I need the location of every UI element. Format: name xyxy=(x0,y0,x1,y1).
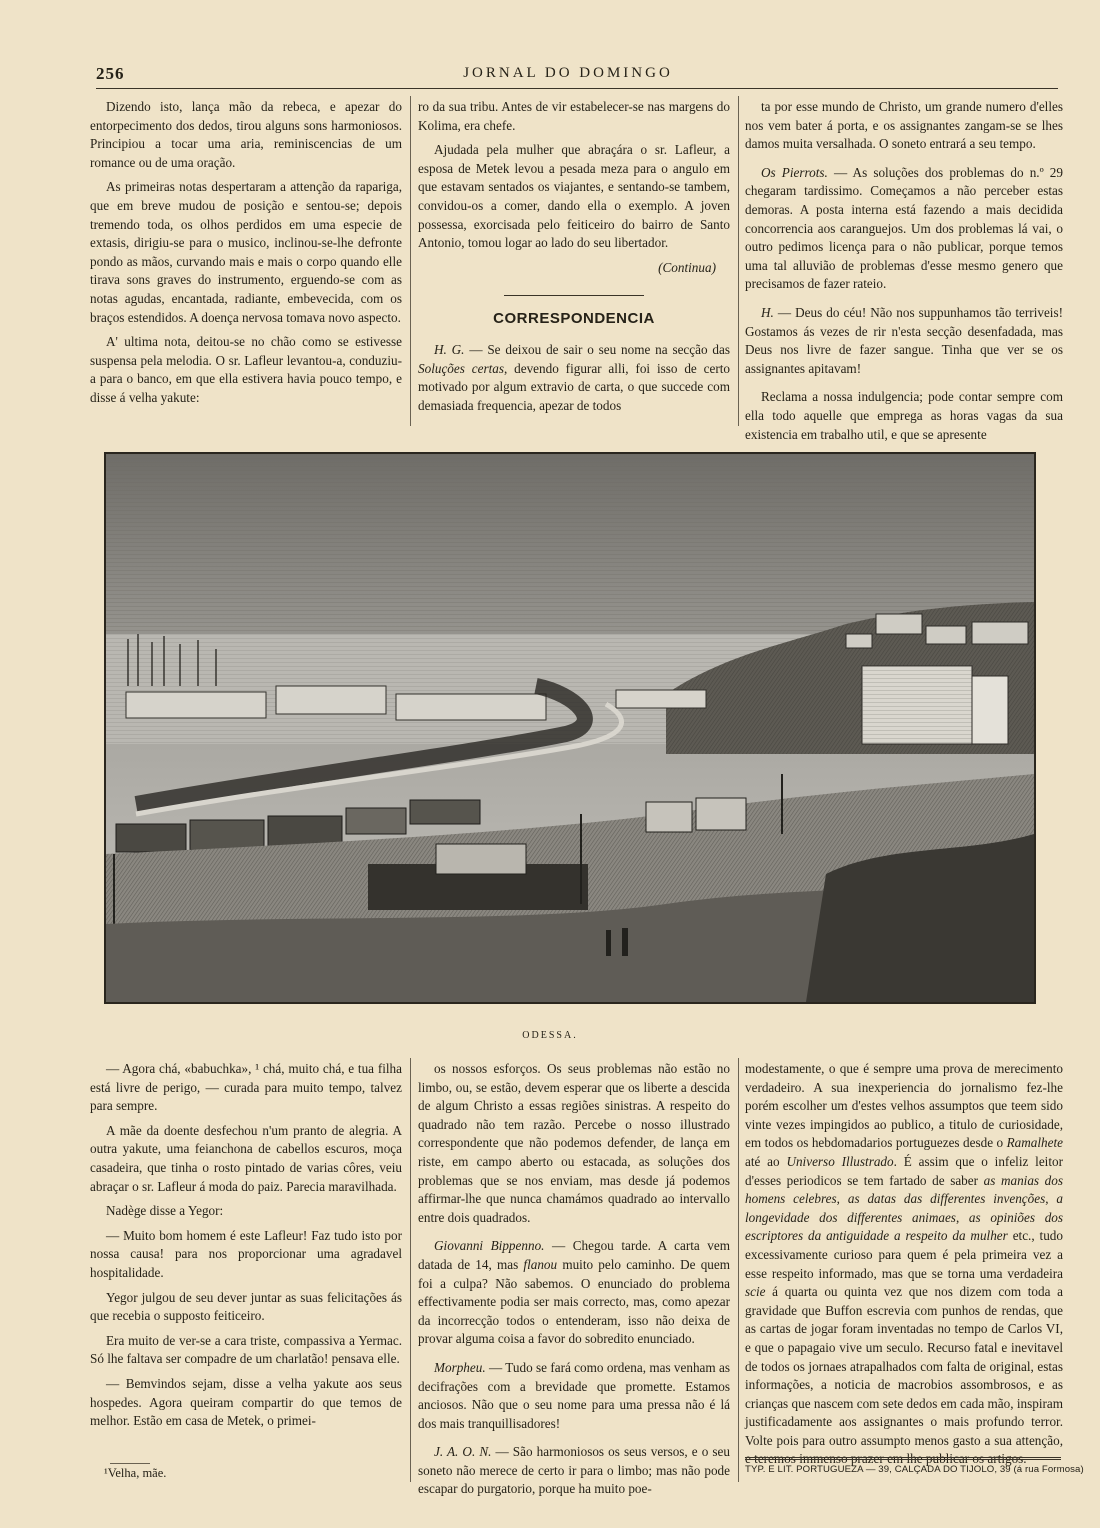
letter-jaon xyxy=(418,1443,730,1499)
footnote-rule xyxy=(110,1463,150,1464)
letter-giovanni xyxy=(418,1237,730,1349)
bottom-column-2 xyxy=(418,1060,730,1497)
text-emphasis: a longevidade dos differentes animaes xyxy=(745,1191,1064,1225)
letter-text: muito pelo caminho. De quem foi a culpa? Não sabemos. O enunciado do problema effectivamente podia ser mais correcto, mas, como apezar da incorrecção todos o entenderam, isso não deixa de provar alguma coisa a favor do sobredito enunciado. xyxy=(418,1256,730,1347)
text-run: etc., tudo excessivamente curioso para quem é pela primeira vez a esse respeito informado, mas que se torna uma verdadeira xyxy=(745,1228,1063,1281)
text-run: modestamente, o que é sempre uma prova de merecimento verdadeiro. A sua inexperiencia do jornalismo fez-lhe porém escolher um d'estes velhos assumptos que teem sido vinte vezes impingidos ao publico, a titulo de curiosidade, em todos os hebdomadarios portuguezes desde o xyxy=(745,1061,1063,1151)
letter-pierrots xyxy=(745,164,1063,294)
paragraph: — Muito bom homem é este Lafleur! Faz tudo isto por nossa causa! para nos proporcionar uma agradavel hospitalidade. xyxy=(90,1227,402,1280)
odessa-engraving xyxy=(104,452,1036,1004)
paragraph: Nadège disse a Yegor: xyxy=(106,1203,224,1219)
paragraph: Dizendo isto, lança mão da rebeca, e apezar do entorpecimento dos dedos, tirou alguns sons harmoniosos. Principiou a tocar uma aria, reminiscencias de um romance ou de uma oração. xyxy=(90,99,402,170)
large-building xyxy=(862,666,1008,744)
text-run: , xyxy=(955,1209,969,1225)
column-rule xyxy=(738,96,739,426)
continua-note: (Continua) xyxy=(658,259,716,275)
section-title: CORRESPONDENCIA xyxy=(493,310,655,328)
letter-emphasis: flanou xyxy=(523,1256,558,1272)
top-column-1 xyxy=(90,98,402,428)
paragraph: Ajudada pela mulher que abraçára o sr. Lafleur, a esposa de Metek levou a pesada meza para o angulo em que estavam sentados os viajantes, e sentando-se tambem, convidou-os a comer, dando ella o exemplo. A joven possessa, exorcisada pelo feiticeiro do bairro de Santo Antonio, tomou logar ao lado do seu libertador. xyxy=(418,142,730,251)
paragraph: — Agora chá, «babuchka», ¹ chá, muito chá, e tua filha está livre de perigo, — curada para muito tempo, talvez para sempre. xyxy=(90,1061,402,1114)
paragraph: A' ultima nota, deitou-se no chão como se estivesse suspensa pela melodia. O sr. Lafleur levantou-a, conduziu-a para o banco, em que ella estivera havia pouco tempo, e disse á velha yakute: xyxy=(90,334,402,405)
letter-morpheu xyxy=(418,1359,730,1433)
top-column-2 xyxy=(418,98,730,428)
text-emphasis: as manias dos homens celebres xyxy=(745,1172,1063,1207)
letter-text: — Se deixou de sair o seu nome na secção das xyxy=(464,341,730,357)
paragraph: — Bemvindos sejam, disse a velha yakute aos seus hospedes. Agora queiram compartir do que temos de melhor. Estão em casa de Metek, o primei- xyxy=(90,1375,402,1429)
page-number: 256 xyxy=(96,64,125,83)
text-run: , xyxy=(1045,1191,1057,1207)
letter-text: — Tudo se fará como ordena, mas venham as decifrações com a brevidade que promette. Estamos anciosos. Não que o seu nome para uma pressa não é lá dos mais tranquillisadores! xyxy=(418,1359,730,1431)
journal-title: JORNAL DO DOMINGO xyxy=(463,65,673,81)
letter-h xyxy=(745,304,1063,378)
text-run: á quarta ou quinta vez que nos dizem com toda a gravidade que Buffon escrevia com punhos de rendas, que as cartas de jogar foram inventadas no tempo de Carlos VI, e que o papagaio vive um seculo. Recurso fatal e inevitavel de todos os jornaes atrapalhados com falta de original, estas informações, a noticia de macrobios assombrosos, e as crianças que nascem com sete dedos em cada mão, inspiram justificadamente aos assignantes o mais profundo terror. Volte pois para outro assumpto menos gasto a sua attenção, e teremos immenso prazer em lhe publicar os artigos. xyxy=(745,1284,1063,1467)
footnote: ¹Velha, mãe. xyxy=(104,1466,167,1480)
letter-signature: H. G. xyxy=(434,341,465,357)
illustration-caption: ODESSA. xyxy=(522,1030,578,1041)
text-emphasis: as opiniões dos escriptores da antiguidade a respeito da mulher xyxy=(745,1209,1064,1244)
letter-text: — Chegou tarde. A carta vem datada de 14, mas xyxy=(418,1238,730,1272)
header-rule xyxy=(96,88,1058,89)
letter-hg xyxy=(418,341,730,415)
text-emphasis: as datas das differentes invenções xyxy=(847,1191,1046,1207)
letter-text: — As soluções dos problemas do n.º 29 chegaram tardissimo. Começamos a não perceber estas demoras. A posta interna está fazendo a mais decidida concorrencia aos caranguejos. Um dos problemas lá vai, o outro pedimos licença para o não publicar, porque temos uma tal alluvião de problemas d'esse mesmo genero que precisamos de fazer rateio. xyxy=(745,164,1063,292)
bottom-column-1 xyxy=(90,1060,402,1460)
paragraph: Yegor julgou de seu dever juntar as suas felicitações ás que recebia o supposto feiticeiro. xyxy=(90,1289,402,1324)
paragraph: ta por esse mundo de Christo, um grande numero d'elles nos vem bater á porta, e os assignantes zangam-se se lhes damos muita versalhada. O soneto entrará a seu tempo. xyxy=(745,99,1063,152)
text-emphasis: Ramalhete xyxy=(1006,1135,1063,1151)
letter-text: , devendo figurar alli, foi isso de certo motivado por algum extravio de carta, o que succede com demasiada frequencia, apezar de todos xyxy=(418,360,731,413)
letter-signature: Os Pierrots. xyxy=(761,164,828,180)
text-emphasis: Universo Illustrado xyxy=(786,1153,894,1169)
text-run: até ao xyxy=(745,1153,787,1169)
paragraph: ro da sua tribu. Antes de vir estabelecer-se nas margens do Kolima, era chefe. xyxy=(418,99,730,133)
letter-emphasis: Soluções certas xyxy=(418,360,504,376)
letter-text: — Deus do céu! Não nos suppunhamos tão terriveis! Gostamos ás vezes de rir n'esta secção desenfadada, mas Deus nos livre de fazer sangue. Tinha que ver se os assignantes apitavam! xyxy=(745,304,1063,376)
paragraph xyxy=(745,1060,1063,1469)
text-run: , xyxy=(836,1191,848,1207)
text-emphasis: scie xyxy=(745,1284,766,1300)
paragraph: Era muito de ver-se a cara triste, compassiva a Yermac. Só lhe faltava ser compadre de um charlatão! pensava elle. xyxy=(90,1332,402,1367)
column-rule xyxy=(410,96,411,426)
paragraph: As primeiras notas despertaram a attenção da rapariga, que em breve mudou de posição e sentou-se; depois tremendo toda, os olhos perdidos em uma especie de extasis, dirigiu-se para o musico, inclinou-se-lhe defronte pondo as mãos, curvando mais e mais o corpo quando elle tirava sons graves do instrumento, erguendo-se com as notas agudas, encantada, radiante, embevecida, com os braços estendidos. A doença nervosa tomava novo aspecto. xyxy=(90,179,402,325)
paragraph: Reclama a nossa indulgencia; pode contar sempre com ella todo aquelle que emprega as horas vagas da sua existencia em trabalho util, e que se apresente xyxy=(745,389,1063,442)
section-rule xyxy=(504,295,644,296)
column-rule xyxy=(738,1058,739,1482)
letter-text: — São harmoniosos os seus versos, e o seu soneto não merece de certo ir para o limbo; mas não pode escapar do purgatorio, porque ha muito poe- xyxy=(418,1444,730,1497)
letter-signature: H. xyxy=(761,304,774,320)
page-header xyxy=(96,64,1040,86)
bottom-column-3 xyxy=(745,1060,1064,1467)
letter-signature: Giovanni Bippenno. xyxy=(434,1238,545,1254)
letter-signature: Morpheu. xyxy=(434,1359,486,1375)
paragraph: os nossos esforços. Os seus problemas não estão no limbo, ou, se estão, devem esperar que os liberte a descida de algum Christo a essas regiões sinistras. A respeito do quadrado não tem razão. Percebe o nosso illustrado correspondente que não podemos defender, de lança em riste, em campo aberto ou estacada, as soluções dos problemas que se nos enviam, mas desde já podemos affirmar-lhe que nunca chamámos quadrado ao intervallo entre dois quadrados. xyxy=(418,1061,730,1225)
imprint-rule xyxy=(745,1457,1061,1460)
column-rule xyxy=(410,1058,411,1482)
harbour-illustration xyxy=(106,454,1034,1002)
top-column-3 xyxy=(745,98,1063,442)
text-run: . É assim que o infeliz leitor d'esses periodicos se tem fartado de saber xyxy=(745,1153,1063,1188)
printer-imprint: TYP. E LIT. PORTUGUEZA — 39, CALÇADA DO TIJOLO, 39 (á rua Formosa) xyxy=(745,1464,1084,1475)
paragraph: A mãe da doente desfechou n'um pranto de alegria. A outra yakute, uma feianchona de cabellos escuros, moça casadeira, que tinha o rosto pintado de varias côres, veiu abraçar o sr. Lafleur á moda do paiz. Parecia maravilhada. xyxy=(90,1122,402,1194)
letter-signature: J. A. O. N. xyxy=(434,1444,492,1460)
